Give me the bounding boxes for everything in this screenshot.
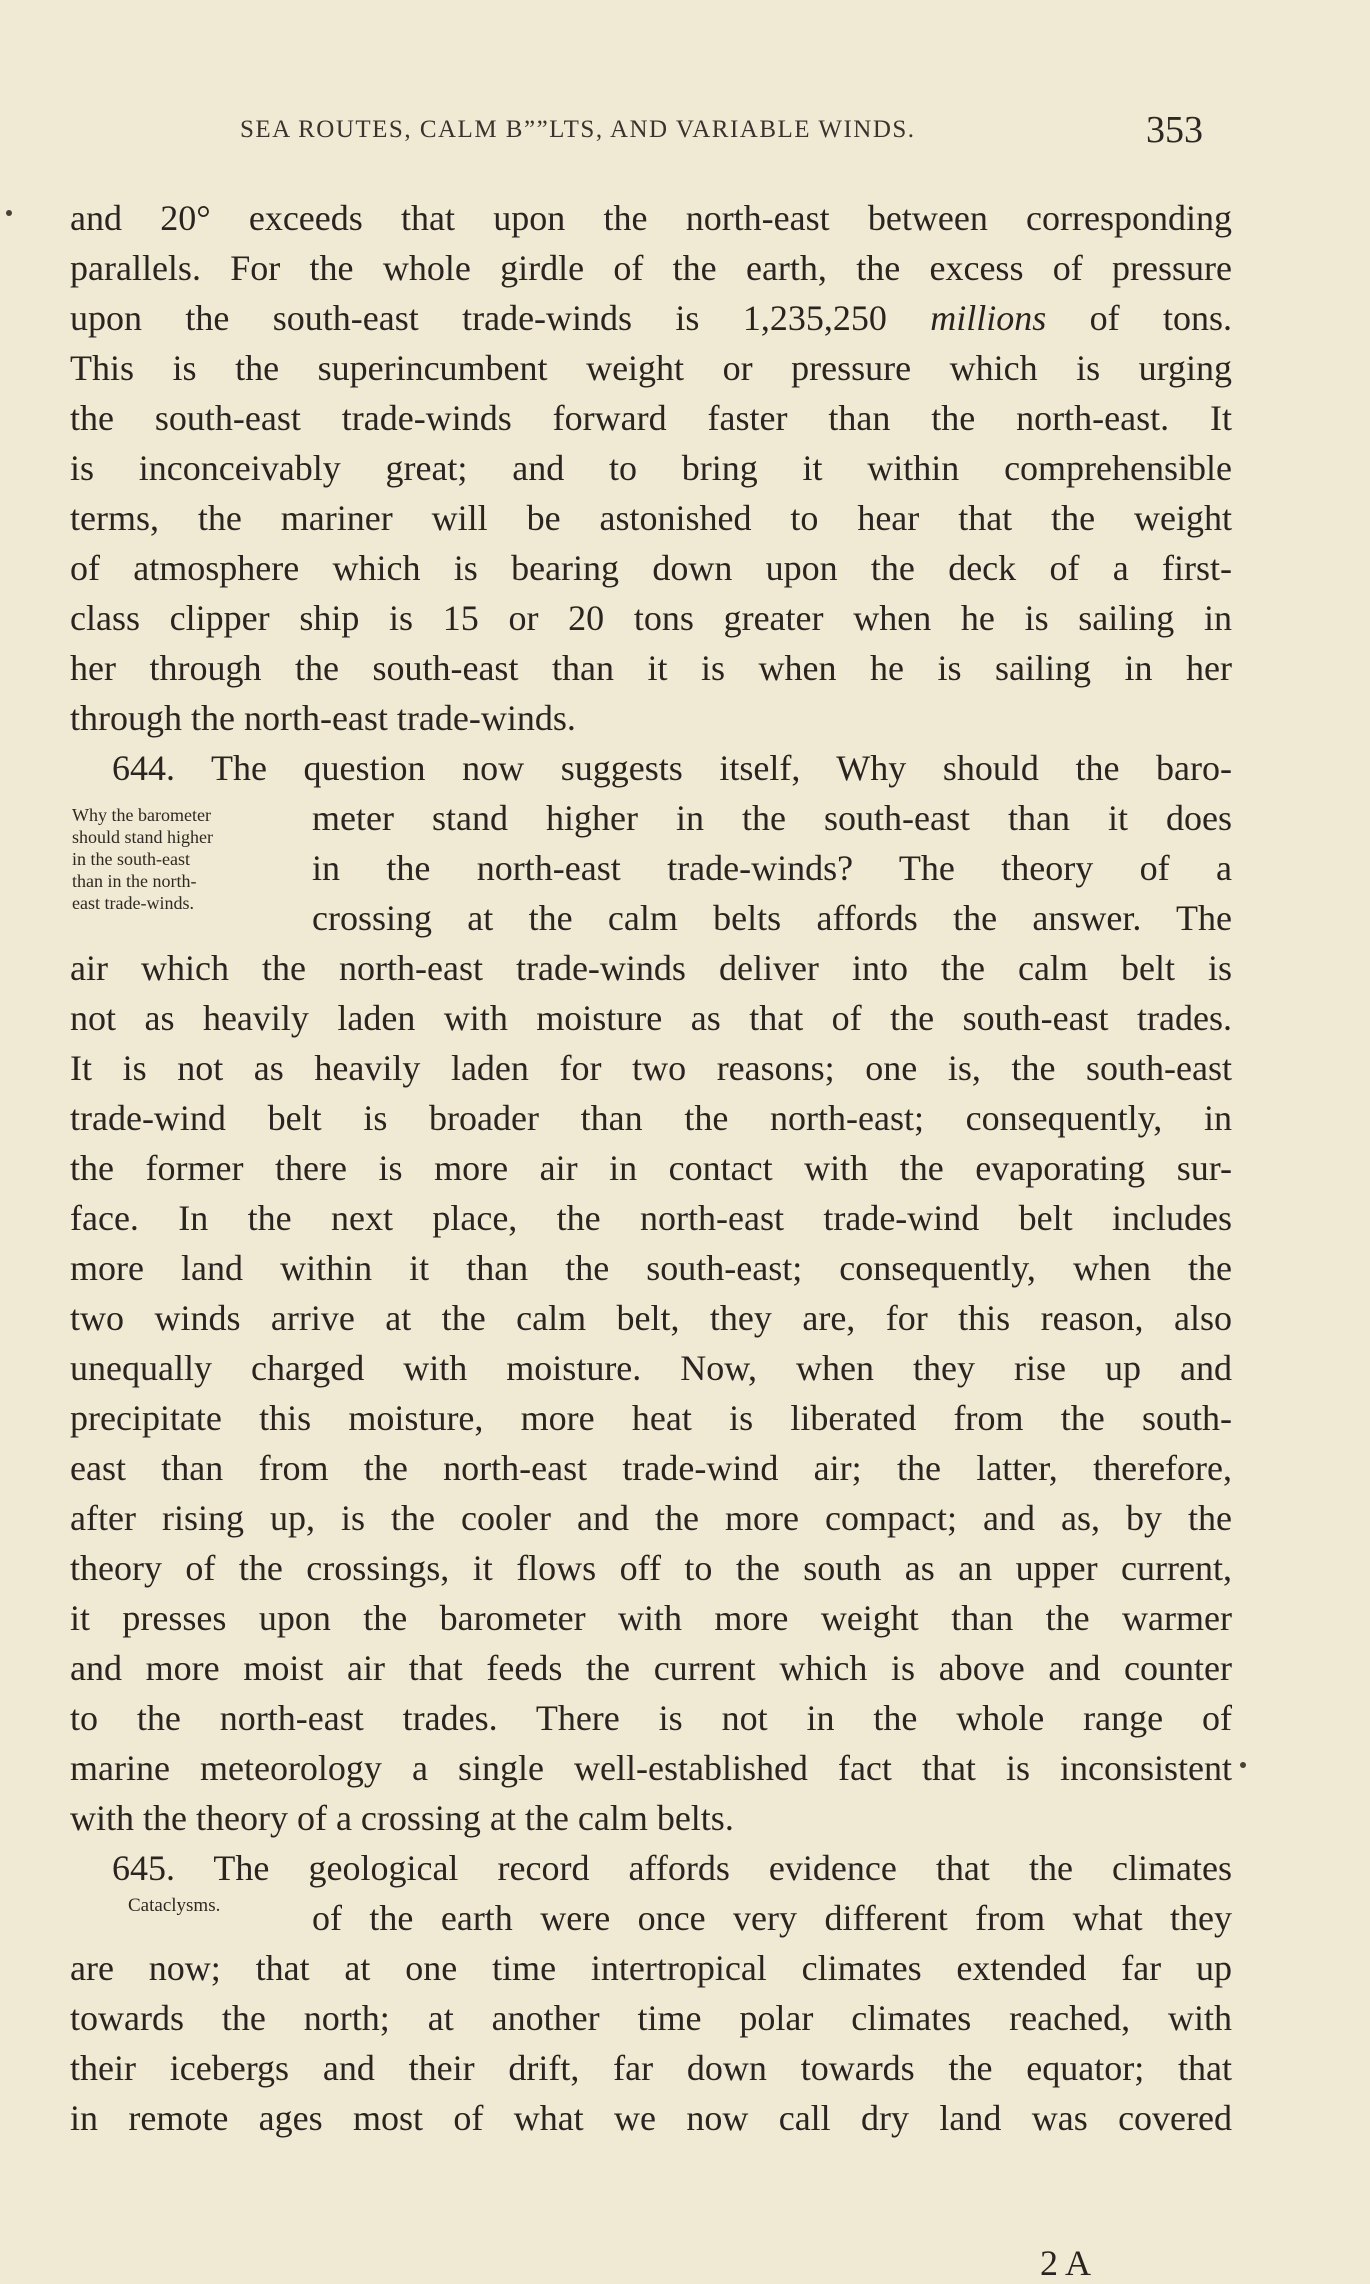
text-line: towards the north; at another time polar climates reached, with bbox=[70, 1998, 1232, 2038]
sidenote-line: than in the north- bbox=[72, 871, 197, 891]
text-line: face. In the next place, the north-east trade-wind belt includes bbox=[70, 1198, 1232, 1238]
text-line: is inconceivably great; and to bring it within comprehensible bbox=[70, 448, 1232, 488]
text-line: and 20° exceeds that upon the north-east between corresponding bbox=[70, 198, 1232, 238]
text-line: east than from the north-east trade-wind air; the latter, therefore, bbox=[70, 1448, 1232, 1488]
text-line bbox=[70, 293, 1232, 343]
text-line: It is not as heavily laden for two reasons; one is, the south-east bbox=[70, 1048, 1232, 1088]
text-line: with the theory of a crossing at the calm belts. bbox=[70, 1798, 734, 1838]
ink-speck bbox=[1240, 1762, 1246, 1768]
text-line: precipitate this moisture, more heat is liberated from the south- bbox=[70, 1398, 1232, 1438]
sidenote-line: in the south-east bbox=[72, 849, 190, 869]
text-line: of atmosphere which is bearing down upon the deck of a first- bbox=[70, 548, 1232, 588]
text-line: and more moist air that feeds the current which is above and counter bbox=[70, 1648, 1232, 1688]
running-head: SEA ROUTES, CALM B””LTS, AND VARIABLE WINDS. bbox=[240, 116, 916, 143]
text-line: two winds arrive at the calm belt, they are, for this reason, also bbox=[70, 1298, 1232, 1338]
text-line: more land within it than the south-east; consequently, when the bbox=[70, 1248, 1232, 1288]
text-line: meter stand higher in the south-east than it does bbox=[312, 798, 1232, 838]
text-line: the former there is more air in contact with the evaporating sur- bbox=[70, 1148, 1232, 1188]
text-line: terms, the mariner will be astonished to hear that the weight bbox=[70, 498, 1232, 538]
text-line: unequally charged with moisture. Now, when they rise up and bbox=[70, 1348, 1232, 1388]
text-line: the south-east trade-winds forward faster than the north-east. It bbox=[70, 398, 1232, 438]
sidenote-cataclysms: Cataclysms. bbox=[128, 1895, 221, 1916]
text-line: not as heavily laden with moisture as that of the south-east trades. bbox=[70, 998, 1232, 1038]
page-number: 353 bbox=[1146, 109, 1203, 151]
text-line: parallels. For the whole girdle of the earth, the excess of pressure bbox=[70, 248, 1232, 288]
text-line: to the north-east trades. There is not in the whole range of bbox=[70, 1698, 1232, 1738]
text-line: class clipper ship is 15 or 20 tons greater when he is sailing in bbox=[70, 598, 1232, 638]
text-line: after rising up, is the cooler and the more compact; and as, by the bbox=[70, 1498, 1232, 1538]
sidenote-line: should stand higher bbox=[72, 827, 213, 847]
text-line: are now; that at one time intertropical climates extended far up bbox=[70, 1948, 1232, 1988]
ink-speck bbox=[6, 210, 12, 216]
emphasis-millions: millions bbox=[930, 298, 1047, 338]
text-line: trade-wind belt is broader than the north-east; consequently, in bbox=[70, 1098, 1232, 1138]
text-line: her through the south-east than it is when he is sailing in her bbox=[70, 648, 1232, 688]
text-line: of the earth were once very different from what they bbox=[312, 1898, 1232, 1938]
text-line: in remote ages most of what we now call dry land was covered bbox=[70, 2098, 1232, 2138]
text-line: crossing at the calm belts affords the answer. The bbox=[312, 898, 1232, 938]
text-line: theory of the crossings, it flows off to the south as an upper current, bbox=[70, 1548, 1232, 1588]
text-line: This is the superincumbent weight or pressure which is urging bbox=[70, 348, 1232, 388]
sidenote-line: east trade-winds. bbox=[72, 893, 194, 913]
text-line: through the north-east trade-winds. bbox=[70, 698, 576, 738]
text-segment: of tons. bbox=[1046, 298, 1233, 338]
text-segment: upon the south-east trade-winds is 1,235,250 bbox=[70, 298, 931, 338]
text-line: it presses upon the barometer with more weight than the warmer bbox=[70, 1598, 1232, 1638]
paragraph-644-start: 644. The question now suggests itself, Why should the baro- bbox=[112, 748, 1232, 788]
text-line: in the north-east trade-winds? The theory of a bbox=[312, 848, 1232, 888]
text-line: their icebergs and their drift, far down towards the equator; that bbox=[70, 2048, 1232, 2088]
paragraph-645-start: 645. The geological record affords evidence that the climates bbox=[112, 1848, 1232, 1888]
signature-mark: 2 A bbox=[1040, 2243, 1092, 2283]
sidenote-line: Why the barometer bbox=[72, 805, 211, 825]
text-line: marine meteorology a single well-established fact that is inconsistent bbox=[70, 1748, 1232, 1788]
text-line: air which the north-east trade-winds deliver into the calm belt is bbox=[70, 948, 1232, 988]
